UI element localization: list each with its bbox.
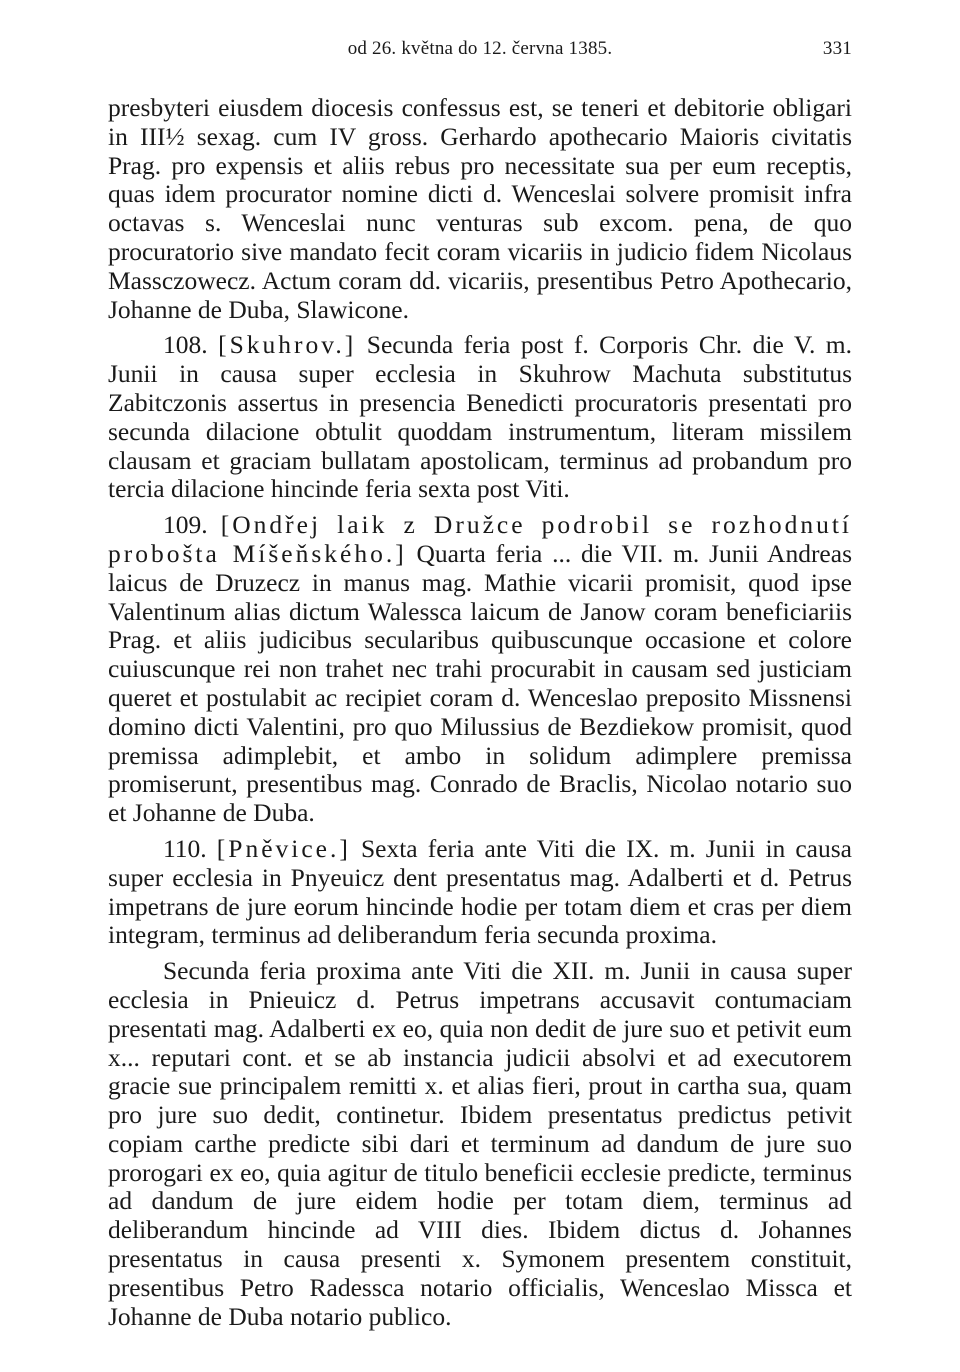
entry-heading: [Ondřej laik z Družce podrobil se rozhodnutí proboštа Míšeňského.] xyxy=(108,510,852,568)
entry-110 xyxy=(108,835,852,950)
header-title: od 26. května do 12. června 1385. xyxy=(347,38,613,59)
paragraph-text: Sexta feria ante Viti die IX. m. Junii in causa super ecclesia in Pnyeuicz dent presentatus mag. Adalberti et d. Petrus impetrans de jure eorum hincinde hodie per totam diem et cras per diem integram, terminus ad deliberandum feria secunda proxima. xyxy=(108,833,852,950)
paragraph-text: Secunda feria post f. Corporis Chr. die V. m. Junii in causa super ecclesia in Skuhrow Machuta substitutus Zabitczonis assertus in presencia Benedicti procuratoris presentati pro secunda dilacione obtulit quoddam instrumentum, literam missilem clausam et graciam bullatam apostolicam, terminus ad probandum pro tercia dilacione hincinde feria sexta post Viti. xyxy=(108,330,853,504)
page-number: 331 xyxy=(822,38,852,59)
paragraph-text: Secunda feria proxima ante Viti die XII. m. Junii in causa super ecclesia in Pnieuicz d. Petrus impetrans accusavit contumaciam presentati mag. Adalberti ex eo, quia non dedit de jure suo et petivit eum x... reputari cont. et se ab instancia judicii absolvi et ad executorem gracie sue principalem remitti x. et alias fieri, prout in cartha sua, quam pro jure suo dedit, continetur. Ibidem presentatus predictus petivit copiam carthe predicte sibi dari et terminum ad dandum de jure suo prorogari ex eo, quia agitur de titulo beneficii ecclesie predicte, terminus ad dandum de jure eidem hodie per totam diem, terminus ad deliberandum hincinde ad VIII dies. Ibidem dictus d. Johannes presentatus in causa presenti x. Symonem presentem constituit, presentibus Petro Radessca notario officialis, Wenceslao Missca et Johanne de Duba notario publico. xyxy=(108,956,852,1331)
entry-heading: [Pněvice.] xyxy=(216,833,351,863)
running-header xyxy=(108,38,852,68)
paragraph-text: presbyteri eiusdem diocesis confessus est, se teneri et debitorie obligari in III½ sexag. cum IV gross. Gerhardo apothecario Maioris civitatis Prag. pro expensis et aliis rebus pro necessitate sua per eum receptis, quas idem procurator nomine dicti d. Wenceslai solvere promisit infra octavas s. Wenceslai nunc venturas sub excom. pena, de quo procuratorio sive mandato fecit coram vicariis in judicio fidem Nicolaus Massczowecz. Actum coram dd. vicariis, presentibus Petro Apothecario, Johanne de Duba, Slawicone. xyxy=(108,93,852,324)
entry-number: 108. xyxy=(163,330,208,360)
entry-108 xyxy=(108,331,852,504)
document-body xyxy=(108,94,852,1338)
entry-109 xyxy=(108,511,852,828)
entry-number: 109. xyxy=(163,510,208,540)
paragraph-text: Quarta feria ... die VII. m. Junii Andreas laicus de Druzecz in manus mag. Mathie vicarii promisit, quod ipse Valentinum alias dictum Walessca laicum de Janow coram beneficiariis Prag. et aliis judicibus secularibus quibuscunque occasione et colore cuiuscunque rei non trahet nec trahi procurabit in causam sed justiciam queret et postulabit ac recipiet coram d. Wenceslao preposito Missnensi domino dicti Valentini, pro quo Milussius de Bezdiekow promisit, quod premissa adimplebit, et ambo in solidum adimplere premissa promiserunt, presentibus mag. Conrado de Braclis, Nicolao notario suo et Johanne de Duba. xyxy=(108,538,852,828)
entry-number: 110. xyxy=(163,833,207,863)
entry-heading: [Skuhrov.] xyxy=(218,330,357,360)
paragraph-secunda-feria xyxy=(108,957,852,1331)
paragraph-continued xyxy=(108,94,852,324)
